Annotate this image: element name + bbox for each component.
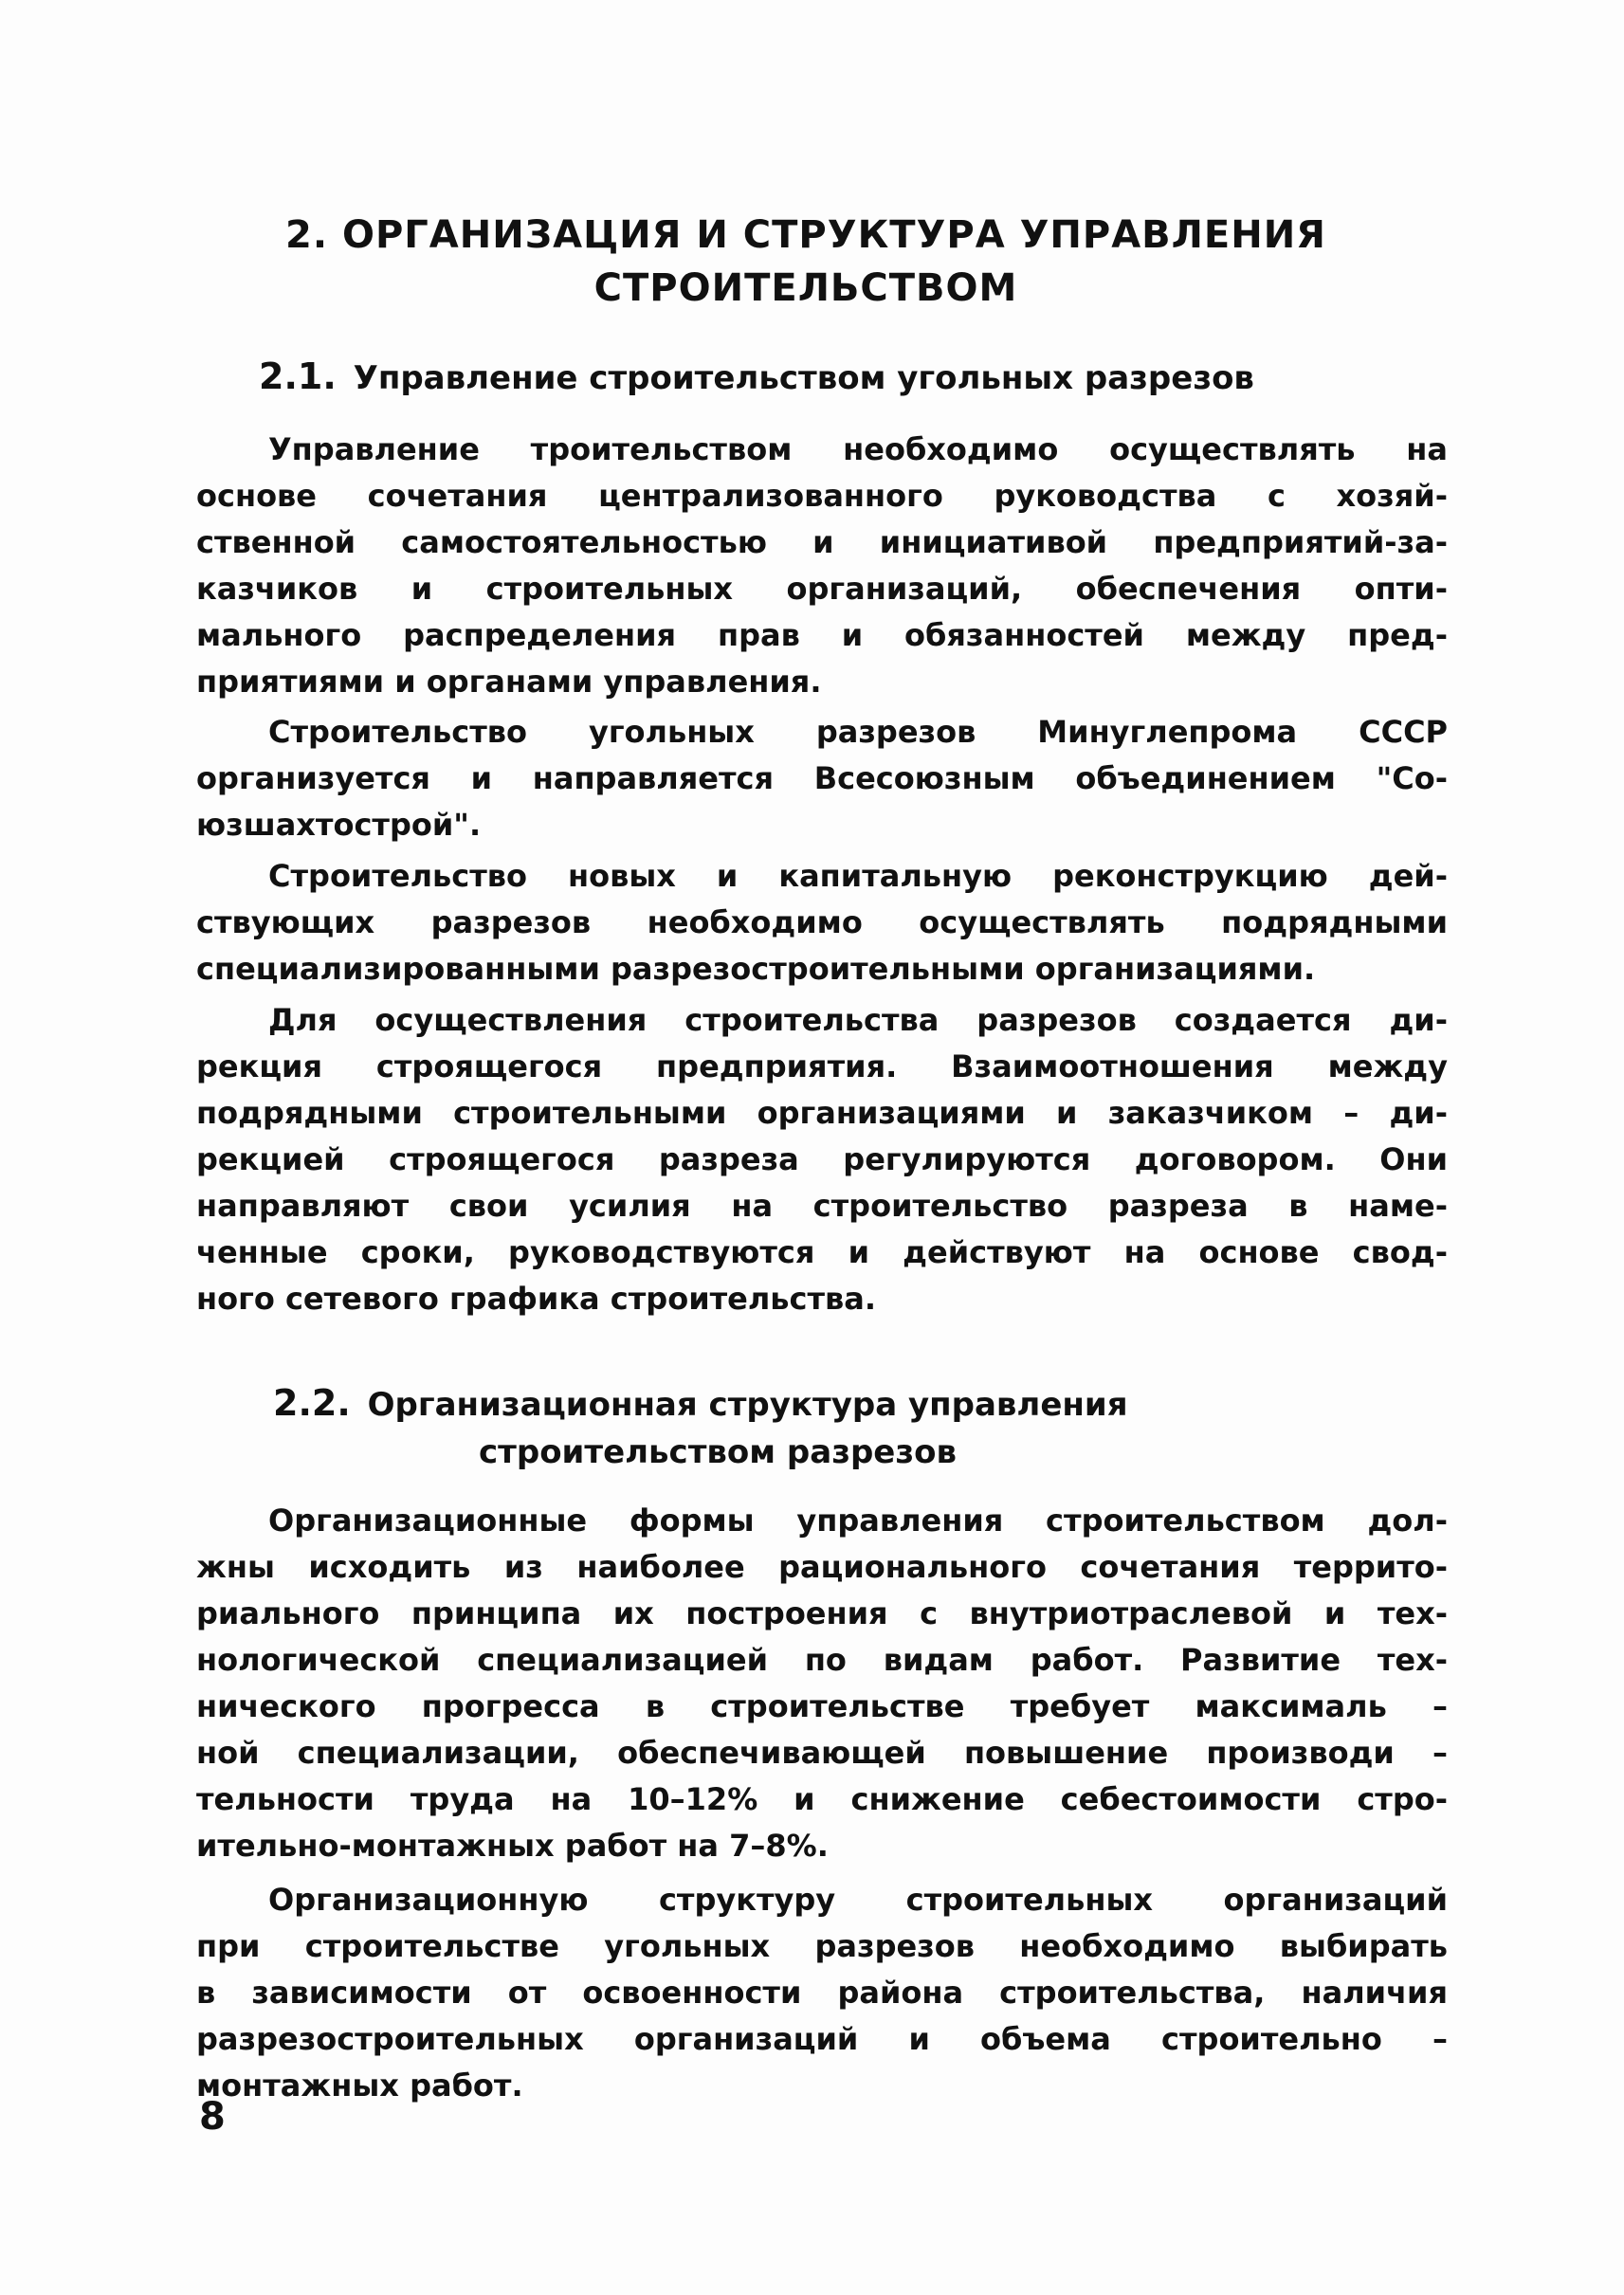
text-line: ной специализации, обеспечивающей повышение производи –: [196, 1735, 1448, 1771]
text-line: основе сочетания централизованного руководства с хозяй-: [196, 478, 1448, 514]
text-line: ченные сроки, руководствуются и действуют на основе свод-: [196, 1234, 1448, 1270]
text-line: ственной самостоятельностью и инициативой предприятий-за-: [196, 524, 1448, 560]
text-line: риального принципа их построения с внутриотраслевой и тех-: [196, 1595, 1448, 1631]
page-number: 8: [199, 2095, 226, 2139]
text-line: специализированными разрезостроительными организациями.: [196, 951, 1316, 987]
text-line: рекция строящегося предприятия. Взаимоотношения между: [196, 1048, 1448, 1084]
paragraph-6: [196, 1877, 1448, 2109]
text-line: тельности труда на 10–12% и снижение себестоимости стро-: [196, 1781, 1448, 1817]
subsection-heading-2-1: [259, 353, 1254, 402]
text-line: нического прогресса в строительстве требует максималь –: [196, 1688, 1448, 1724]
text-line: жны исходить из наиболее рационального сочетания террито-: [196, 1549, 1448, 1585]
subsection-heading-2-2: [273, 1379, 1128, 1429]
text-line: Организационные формы управления строительством дол-: [268, 1503, 1448, 1539]
text-line: разрезостроительных организаций и объема строительно –: [196, 2021, 1448, 2057]
section-title: [190, 209, 1422, 315]
text-line: Строительство новых и капитальную реконструкцию дей-: [268, 858, 1448, 894]
subsection-title-line-2: строительством разрезов: [479, 1433, 957, 1471]
paragraph-4: [196, 997, 1448, 1322]
text-line: Строительство угольных разрезов Минуглепрома СССР: [268, 714, 1448, 750]
section-title-line-2: СТРОИТЕЛЬСТВОМ: [593, 266, 1018, 310]
text-line: ительно-монтажных работ на 7–8%.: [196, 1828, 829, 1864]
text-line: направляют свои усилия на строительство разреза в наме-: [196, 1188, 1448, 1224]
subsection-title: Управление строительством угольных разрезов: [353, 359, 1254, 397]
text-line: Управление троительством необходимо осуществлять на: [268, 431, 1448, 467]
paragraph-3: [196, 853, 1448, 993]
text-line: юзшахтострой".: [196, 807, 482, 843]
text-line: ного сетевого графика строительства.: [196, 1281, 877, 1317]
text-line: Для осуществления строительства разрезов создается ди-: [268, 1002, 1448, 1038]
text-line: организуется и направляется Всесоюзным объединением "Со-: [196, 760, 1448, 796]
text-line: в зависимости от освоенности района строительства, наличия: [196, 1975, 1448, 2011]
text-line: при строительстве угольных разрезов необходимо выбирать: [196, 1928, 1448, 1964]
text-line: приятиями и органами управления.: [196, 664, 822, 700]
paragraph-5: [196, 1498, 1448, 1869]
subsection-number: 2.2.: [273, 1382, 351, 1424]
text-line: рекцией строящегося разреза регулируются договором. Они: [196, 1141, 1448, 1177]
subsection-title-line-1: Организационная структура управления: [367, 1386, 1128, 1424]
text-line: подрядными строительными организациями и заказчиком – ди-: [196, 1095, 1448, 1131]
text-line: Организационную структуру строительных организаций: [268, 1882, 1448, 1918]
subsection-heading-2-2-cont: [479, 1429, 957, 1476]
subsection-number: 2.1.: [259, 355, 337, 397]
paragraph-2: [196, 709, 1448, 848]
section-title-line-1: 2. ОРГАНИЗАЦИЯ И СТРУКТУРА УПРАВЛЕНИЯ: [285, 213, 1326, 257]
text-line: нологической специализацией по видам работ. Развитие тех-: [196, 1642, 1448, 1678]
text-line: ствующих разрезов необходимо осуществлять подрядными: [196, 904, 1448, 940]
text-line: мального распределения прав и обязанностей между пред-: [196, 617, 1448, 653]
paragraph-1: [196, 427, 1448, 705]
text-line: казчиков и строительных организаций, обеспечения опти-: [196, 571, 1448, 607]
text-line: монтажных работ.: [196, 2067, 523, 2104]
